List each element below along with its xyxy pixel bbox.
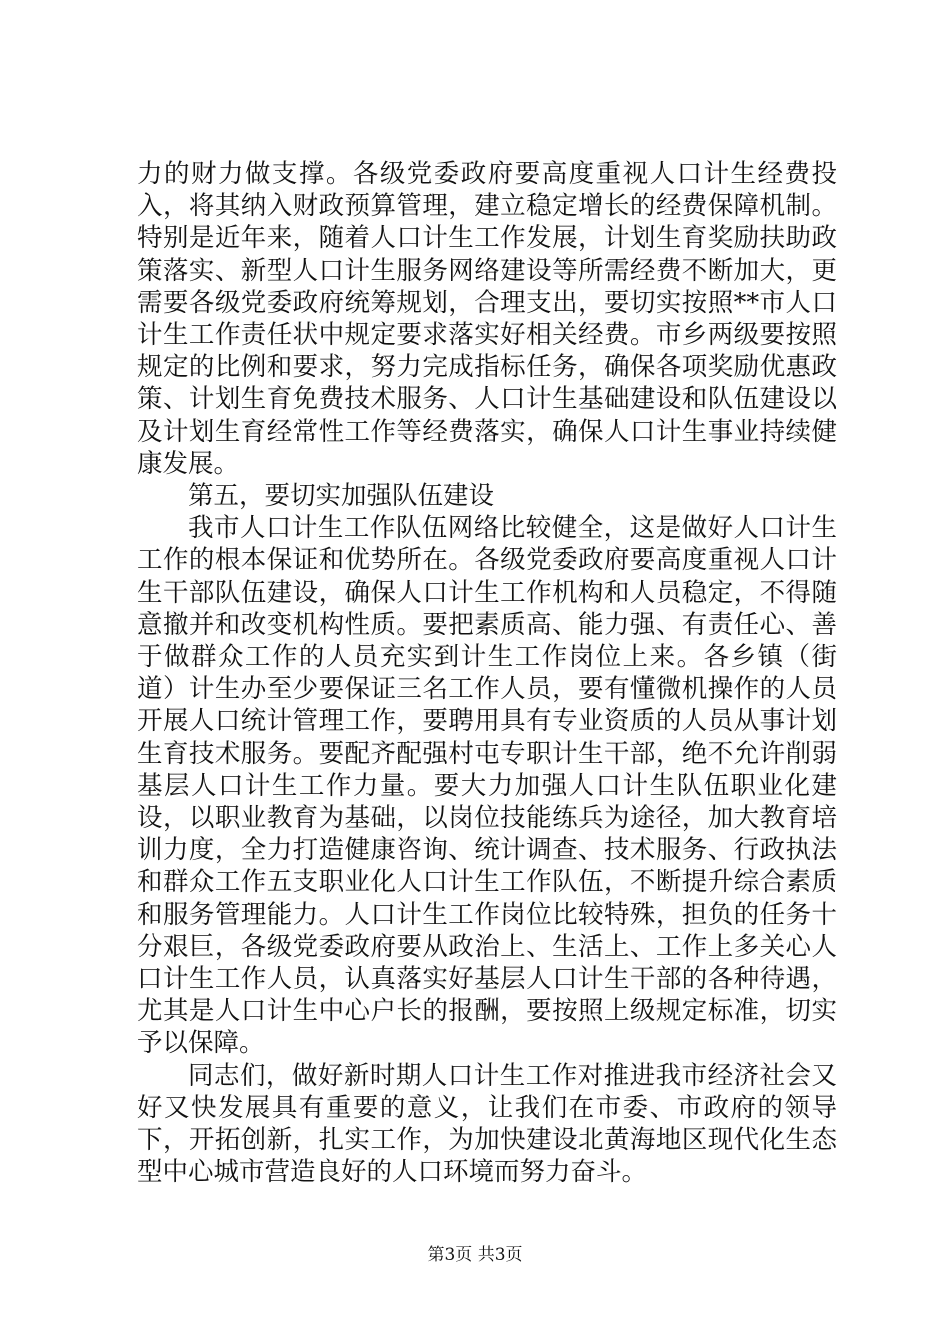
- page-number-footer: 第3页 共3页: [427, 1245, 523, 1265]
- paragraph-team-building: 我市人口计生工作队伍网络比较健全，这是做好人口计生工作的根本保证和优势所在。各级党委政府要高度重视人口计生干部队伍建设，确保人口计生工作机构和人员稳定，不得随意撤并和改变机构性质。要把素质高、能力强、有责任心、善于做群众工作的人员充实到计生工作岗位上来。各乡镇（街道）计生办至少要保证三名工作人员，要有懂微机操作的人员开展人口统计管理工作，要聘用具有专业资质的人员从事计划生育技术服务。要配齐配强村屯专职计生干部，绝不允许削弱基层人口计生工作力量。要大力加强人口计生队伍职业化建设，以职业教育为基础，以岗位技能练兵为途径，加大教育培训力度，全力打造健康咨询、统计调查、技术服务、行政执法和群众工作五支职业化人口计生工作队伍，不断提升综合素质和服务管理能力。人口计生工作岗位比较特殊，担负的任务十分艰巨，各级党委政府要从政治上、生活上、工作上多关心人口计生工作人员，认真落实好基层人口计生干部的各种待遇，尤其是人口计生中心户长的报酬，要按照上级规定标准，切实予以保障。: [137, 513, 837, 1059]
- paragraph-funding-continuation: 力的财力做支撑。各级党委政府要高度重视人口计生经费投入，将其纳入财政预算管理，建立稳定增长的经费保障机制。特别是近年来，随着人口计生工作发展，计划生育奖励扶助政策落实、新型人口计生服务网络建设等所需经费不断加大，更需要各级党委政府统筹规划，合理支出，要切实按照**市人口计生工作责任状中规定要求落实好相关经费。市乡两级要按照规定的比例和要求，努力完成指标任务，确保各项奖励优惠政策、计划生育免费技术服务、人口计生基础建设和队伍建设以及计划生育经常性工作等经费落实，确保人口计生事业持续健康发展。: [137, 159, 837, 479]
- document-body: [137, 158, 837, 1189]
- paragraph-closing: 同志们，做好新时期人口计生工作对推进我市经济社会又好又快发展具有重要的意义，让我们在市委、市政府的领导下，开拓创新，扎实工作，为加快建设北黄海地区现代化生态型中心城市营造良好的人口环境而努力奋斗。: [137, 1060, 837, 1188]
- section-heading-team-building: 第五，要切实加强队伍建设: [188, 481, 495, 512]
